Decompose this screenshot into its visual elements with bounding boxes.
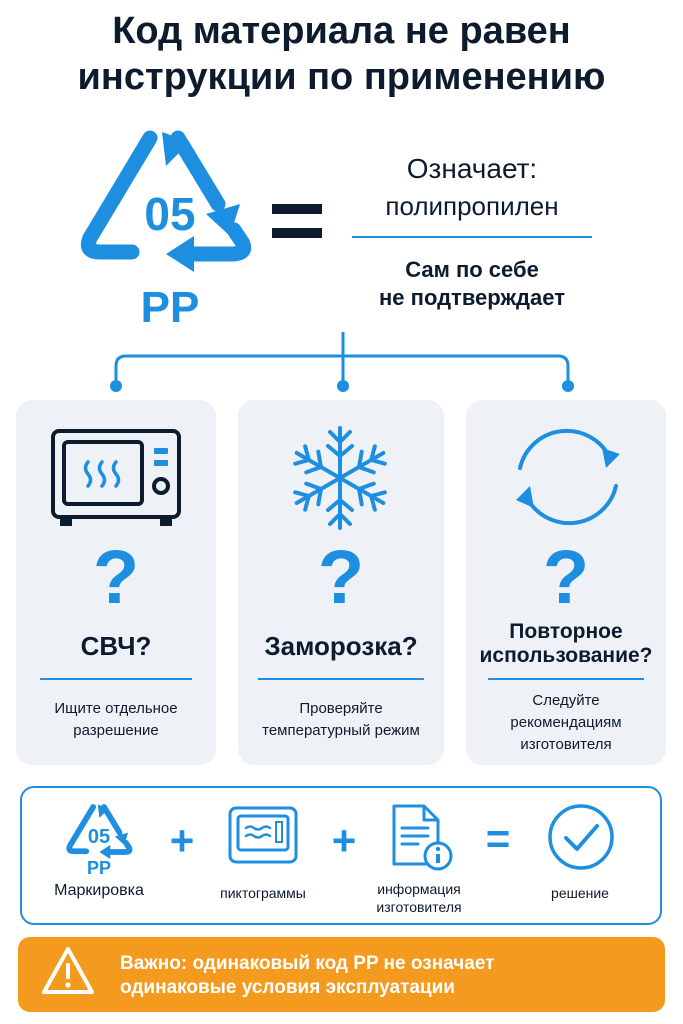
- card-reuse-title-line2: использование?: [479, 644, 653, 667]
- pictogram-icon: [228, 806, 298, 864]
- card-microwave-title: СВЧ?: [80, 631, 152, 661]
- warning-text-line1: Важно: одинаковый код PP не означает: [120, 953, 495, 974]
- marking-code: 05: [87, 826, 111, 848]
- equals-bar-top: [272, 204, 322, 214]
- meaning-line2: полипропилен: [385, 191, 559, 221]
- card-reuse-divider: [488, 678, 644, 680]
- card-microwave-question-icon: ?: [92, 535, 140, 620]
- pictograms-label: пиктограммы: [220, 885, 306, 901]
- manufacturer-info-label-line2: изготовителя: [376, 899, 462, 915]
- microwave-icon: [50, 428, 182, 528]
- warning-text: [120, 952, 650, 1000]
- document-info-icon: [388, 802, 454, 872]
- card-freezing-desc-line1: Проверяйте: [299, 700, 383, 717]
- meaning-divider: [352, 236, 592, 238]
- meaning-note-line2: не подтверждает: [379, 285, 565, 310]
- page-title-line1: Код материала не равен: [112, 10, 571, 52]
- card-reuse-question-icon: ?: [542, 535, 590, 620]
- card-freezing-question-icon: ?: [317, 535, 365, 620]
- marking-label: Маркировка: [54, 882, 144, 899]
- card-reuse-desc-line3: изготовителя: [520, 736, 612, 753]
- card-reuse-title-line1: Повторное: [509, 620, 623, 643]
- connector-tree: [0, 330, 683, 396]
- decision-label: решение: [551, 885, 609, 901]
- card-reuse-desc-line1: Следуйте: [532, 692, 600, 709]
- recycle-abbr: PP: [140, 283, 200, 332]
- card-freezing-desc-line2: температурный режим: [262, 722, 420, 739]
- plus-sign-2: +: [331, 817, 357, 864]
- meaning-note-line1: Сам по себе: [405, 257, 539, 282]
- check-circle-icon: [546, 802, 616, 872]
- meaning-line1: Означает:: [406, 153, 538, 184]
- page-title: [0, 8, 683, 100]
- equals-bar-bottom: [272, 228, 322, 238]
- marking-abbr: PP: [86, 858, 111, 878]
- card-reuse-desc-line2: рекомендациям: [510, 714, 622, 731]
- card-freezing-title: Заморозка?: [264, 631, 418, 661]
- equals-sign-formula: =: [485, 815, 511, 862]
- page-title-line2: инструкции по применению: [77, 56, 606, 98]
- recycle-code: 05: [144, 188, 196, 240]
- card-microwave-desc-line1: Ищите отдельное: [54, 700, 178, 717]
- snowflake-icon: [286, 422, 394, 534]
- manufacturer-info-label-line1: информация: [377, 881, 461, 897]
- plus-sign-1: +: [169, 817, 195, 864]
- warning-triangle-icon: [40, 945, 96, 997]
- card-microwave-desc-line2: разрешение: [73, 722, 159, 739]
- card-microwave-divider: [40, 678, 192, 680]
- warning-text-line2: одинаковые условия эксплуатации: [120, 977, 455, 998]
- card-freezing-divider: [258, 678, 424, 680]
- reuse-cycle-icon: [506, 424, 630, 532]
